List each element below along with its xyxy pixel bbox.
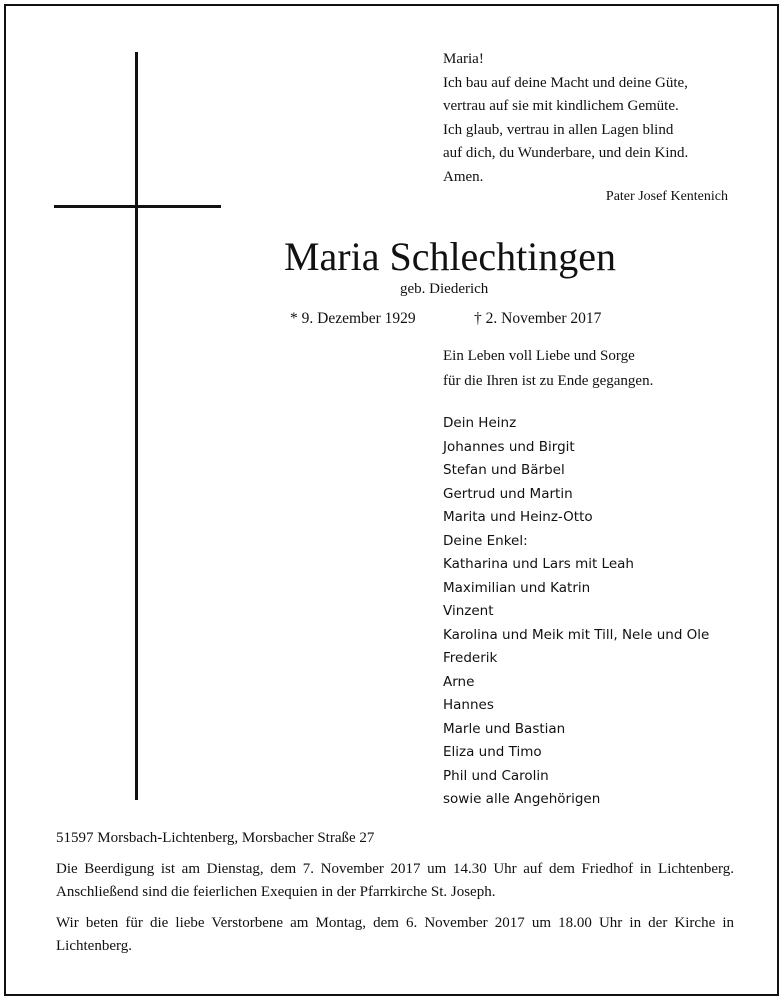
- prayer-info: Wir beten für die liebe Verstorbene am Montag, dem 6. November 2017 um 18.00 Uhr in der Kirche in Lichtenberg.: [56, 915, 734, 954]
- mourner: Marita und Heinz-Otto: [443, 509, 593, 525]
- life-text: [443, 344, 653, 394]
- mourner: Vinzent: [443, 603, 494, 619]
- mourner: Frederik: [443, 650, 498, 666]
- poem-line: auf dich, du Wunderbare, und dein Kind.: [443, 145, 689, 161]
- mourners-list: [443, 412, 709, 812]
- funeral-info: Die Beerdigung ist am Dienstag, dem 7. November 2017 um 14.30 Uhr auf dem Friedhof in Lichtenberg. Anschließend sind die feierlichen Exequien in der Pfarrkirche St. Joseph.: [56, 861, 734, 900]
- mourner: Katharina und Lars mit Leah: [443, 556, 634, 572]
- poem-author: Pater Josef Kentenich: [605, 189, 728, 204]
- poem: [443, 48, 688, 189]
- mourner: Dein Heinz: [443, 415, 517, 431]
- mourner: Hannes: [443, 697, 494, 713]
- mourner: Stefan und Bärbel: [443, 462, 565, 478]
- mourner: Gertrud und Martin: [443, 485, 573, 502]
- life-text-line: für die Ihren ist zu Ende gegangen.: [443, 373, 654, 389]
- mourner: Arne: [443, 673, 475, 690]
- address: 51597 Morsbach-Lichtenberg, Morsbacher Straße 27: [56, 830, 375, 846]
- birth-name: geb. Diederich: [400, 281, 489, 297]
- mourner: Phil und Carolin: [443, 767, 549, 784]
- mourner: Eliza und Timo: [443, 744, 542, 760]
- mourner: Maximilian und Katrin: [443, 579, 591, 596]
- footer: [56, 826, 734, 966]
- mourner: Marle und Bastian: [443, 720, 566, 737]
- life-text-line: Ein Leben voll Liebe und Sorge: [443, 348, 635, 364]
- cross-horizontal-bar: [54, 205, 221, 208]
- mourner: sowie alle Angehörigen: [443, 791, 601, 807]
- deceased-name: Maria Schlechtingen: [283, 234, 617, 279]
- birth-date: * 9. Dezember 1929: [290, 310, 416, 327]
- mourner: Johannes und Birgit: [443, 438, 575, 455]
- poem-line: Amen.: [443, 168, 484, 185]
- poem-line: vertrau auf sie mit kindlichem Gemüte.: [443, 98, 679, 114]
- mourner: Deine Enkel:: [443, 532, 528, 549]
- poem-line: Ich bau auf deine Macht und deine Güte,: [443, 74, 688, 91]
- cross-vertical-bar: [135, 52, 138, 800]
- poem-line: Maria!: [443, 51, 484, 67]
- mourner: Karolina und Meik mit Till, Nele und Ole: [443, 626, 710, 643]
- death-date: † 2. November 2017: [474, 310, 602, 327]
- poem-line: Ich glaub, vertrau in allen Lagen blind: [443, 121, 674, 138]
